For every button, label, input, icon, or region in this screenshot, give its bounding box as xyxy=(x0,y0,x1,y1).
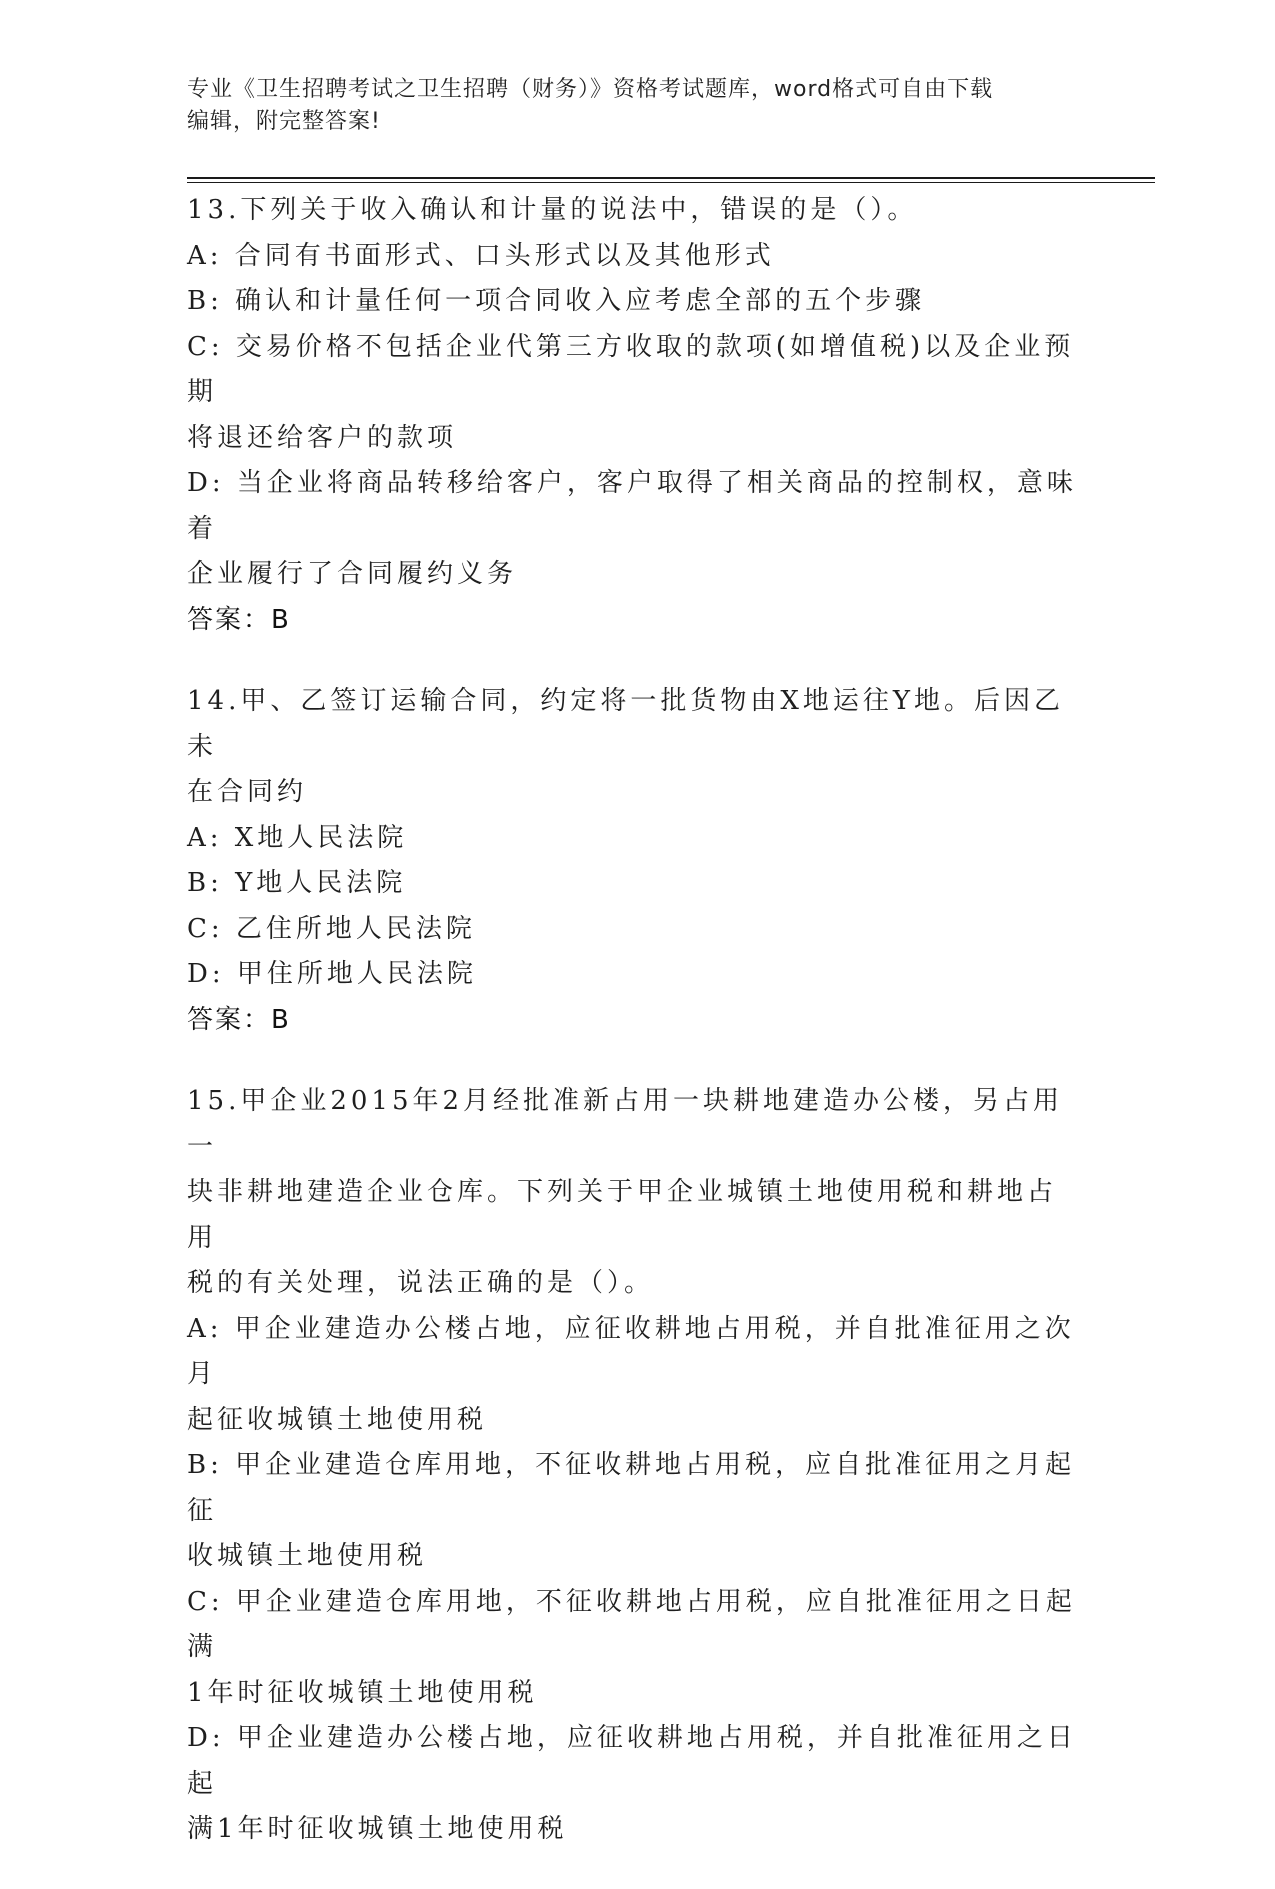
answer-text: 答案：B xyxy=(187,1004,291,1035)
header-line-1: 专业《卫生招聘考试之卫生招聘（财务）》资格考试题库，word格式可自由下载 xyxy=(187,77,994,102)
question-stem: 15.甲企业2015年2月经批准新占用一块耕地建造办公楼，另占用一 xyxy=(187,1086,1064,1162)
option-d: D: 当企业将商品转移给客户，客户取得了相关商品的控制权，意味着 xyxy=(187,468,1077,544)
option-a: A: 甲企业建造办公楼占地，应征收耕地占用税，并自批准征用之次月 xyxy=(187,1313,1075,1389)
option-b: B: Y地人民法院 xyxy=(187,868,407,898)
option-c: C: 乙住所地人民法院 xyxy=(187,913,476,944)
question-13 xyxy=(187,188,1077,643)
document-header xyxy=(187,74,1067,138)
option-d-cont: 企业履行了合同履约义务 xyxy=(187,559,518,589)
question-stem-cont: 块非耕地建造企业仓库。下列关于甲企业城镇土地使用税和耕地占用 xyxy=(187,1177,1058,1253)
option-d: D: 甲企业建造办公楼占地，应征收耕地占用税，并自批准征用之日起 xyxy=(187,1723,1077,1799)
header-line-2: 编辑，附完整答案! xyxy=(187,109,381,134)
question-14 xyxy=(187,679,1077,1043)
question-stem-cont: 税的有关处理，说法正确的是（）。 xyxy=(187,1268,655,1298)
option-b: B: 确认和计量任何一项合同收入应考虑全部的五个步骤 xyxy=(187,286,926,316)
option-b-cont: 收城镇土地使用税 xyxy=(187,1541,428,1571)
question-stem: 13.下列关于收入确认和计量的说法中，错误的是（）。 xyxy=(187,195,918,225)
option-c: C: 交易价格不包括企业代第三方收取的款项(如增值税)以及企业预期 xyxy=(187,331,1075,407)
header-divider-thin xyxy=(187,182,1155,183)
header-divider-thick xyxy=(187,177,1155,179)
option-b: B: 甲企业建造仓库用地，不征收耕地占用税，应自批准征用之月起征 xyxy=(187,1450,1076,1526)
option-a: A: X地人民法院 xyxy=(187,822,408,853)
option-d: D: 甲住所地人民法院 xyxy=(187,959,477,989)
option-c-cont: 将退还给客户的款项 xyxy=(187,422,458,453)
option-a-cont: 起征收城镇土地使用税 xyxy=(187,1404,488,1435)
option-c: C: 甲企业建造仓库用地，不征收耕地占用税，应自批准征用之日起满 xyxy=(187,1586,1076,1662)
option-d-cont: 满1年时征收城镇土地使用税 xyxy=(187,1814,568,1844)
question-stem-cont: 在合同约 xyxy=(187,777,308,807)
answer-text: 答案：B xyxy=(187,604,291,635)
question-stem: 14.甲、乙签订运输合同，约定将一批货物由X地运往Y地。后因乙未 xyxy=(187,686,1065,762)
question-15 xyxy=(187,1079,1077,1853)
option-a: A: 合同有书面形式、口头形式以及其他形式 xyxy=(187,240,775,271)
question-list xyxy=(187,188,1077,1889)
option-c-cont: 1年时征收城镇土地使用税 xyxy=(187,1677,538,1708)
